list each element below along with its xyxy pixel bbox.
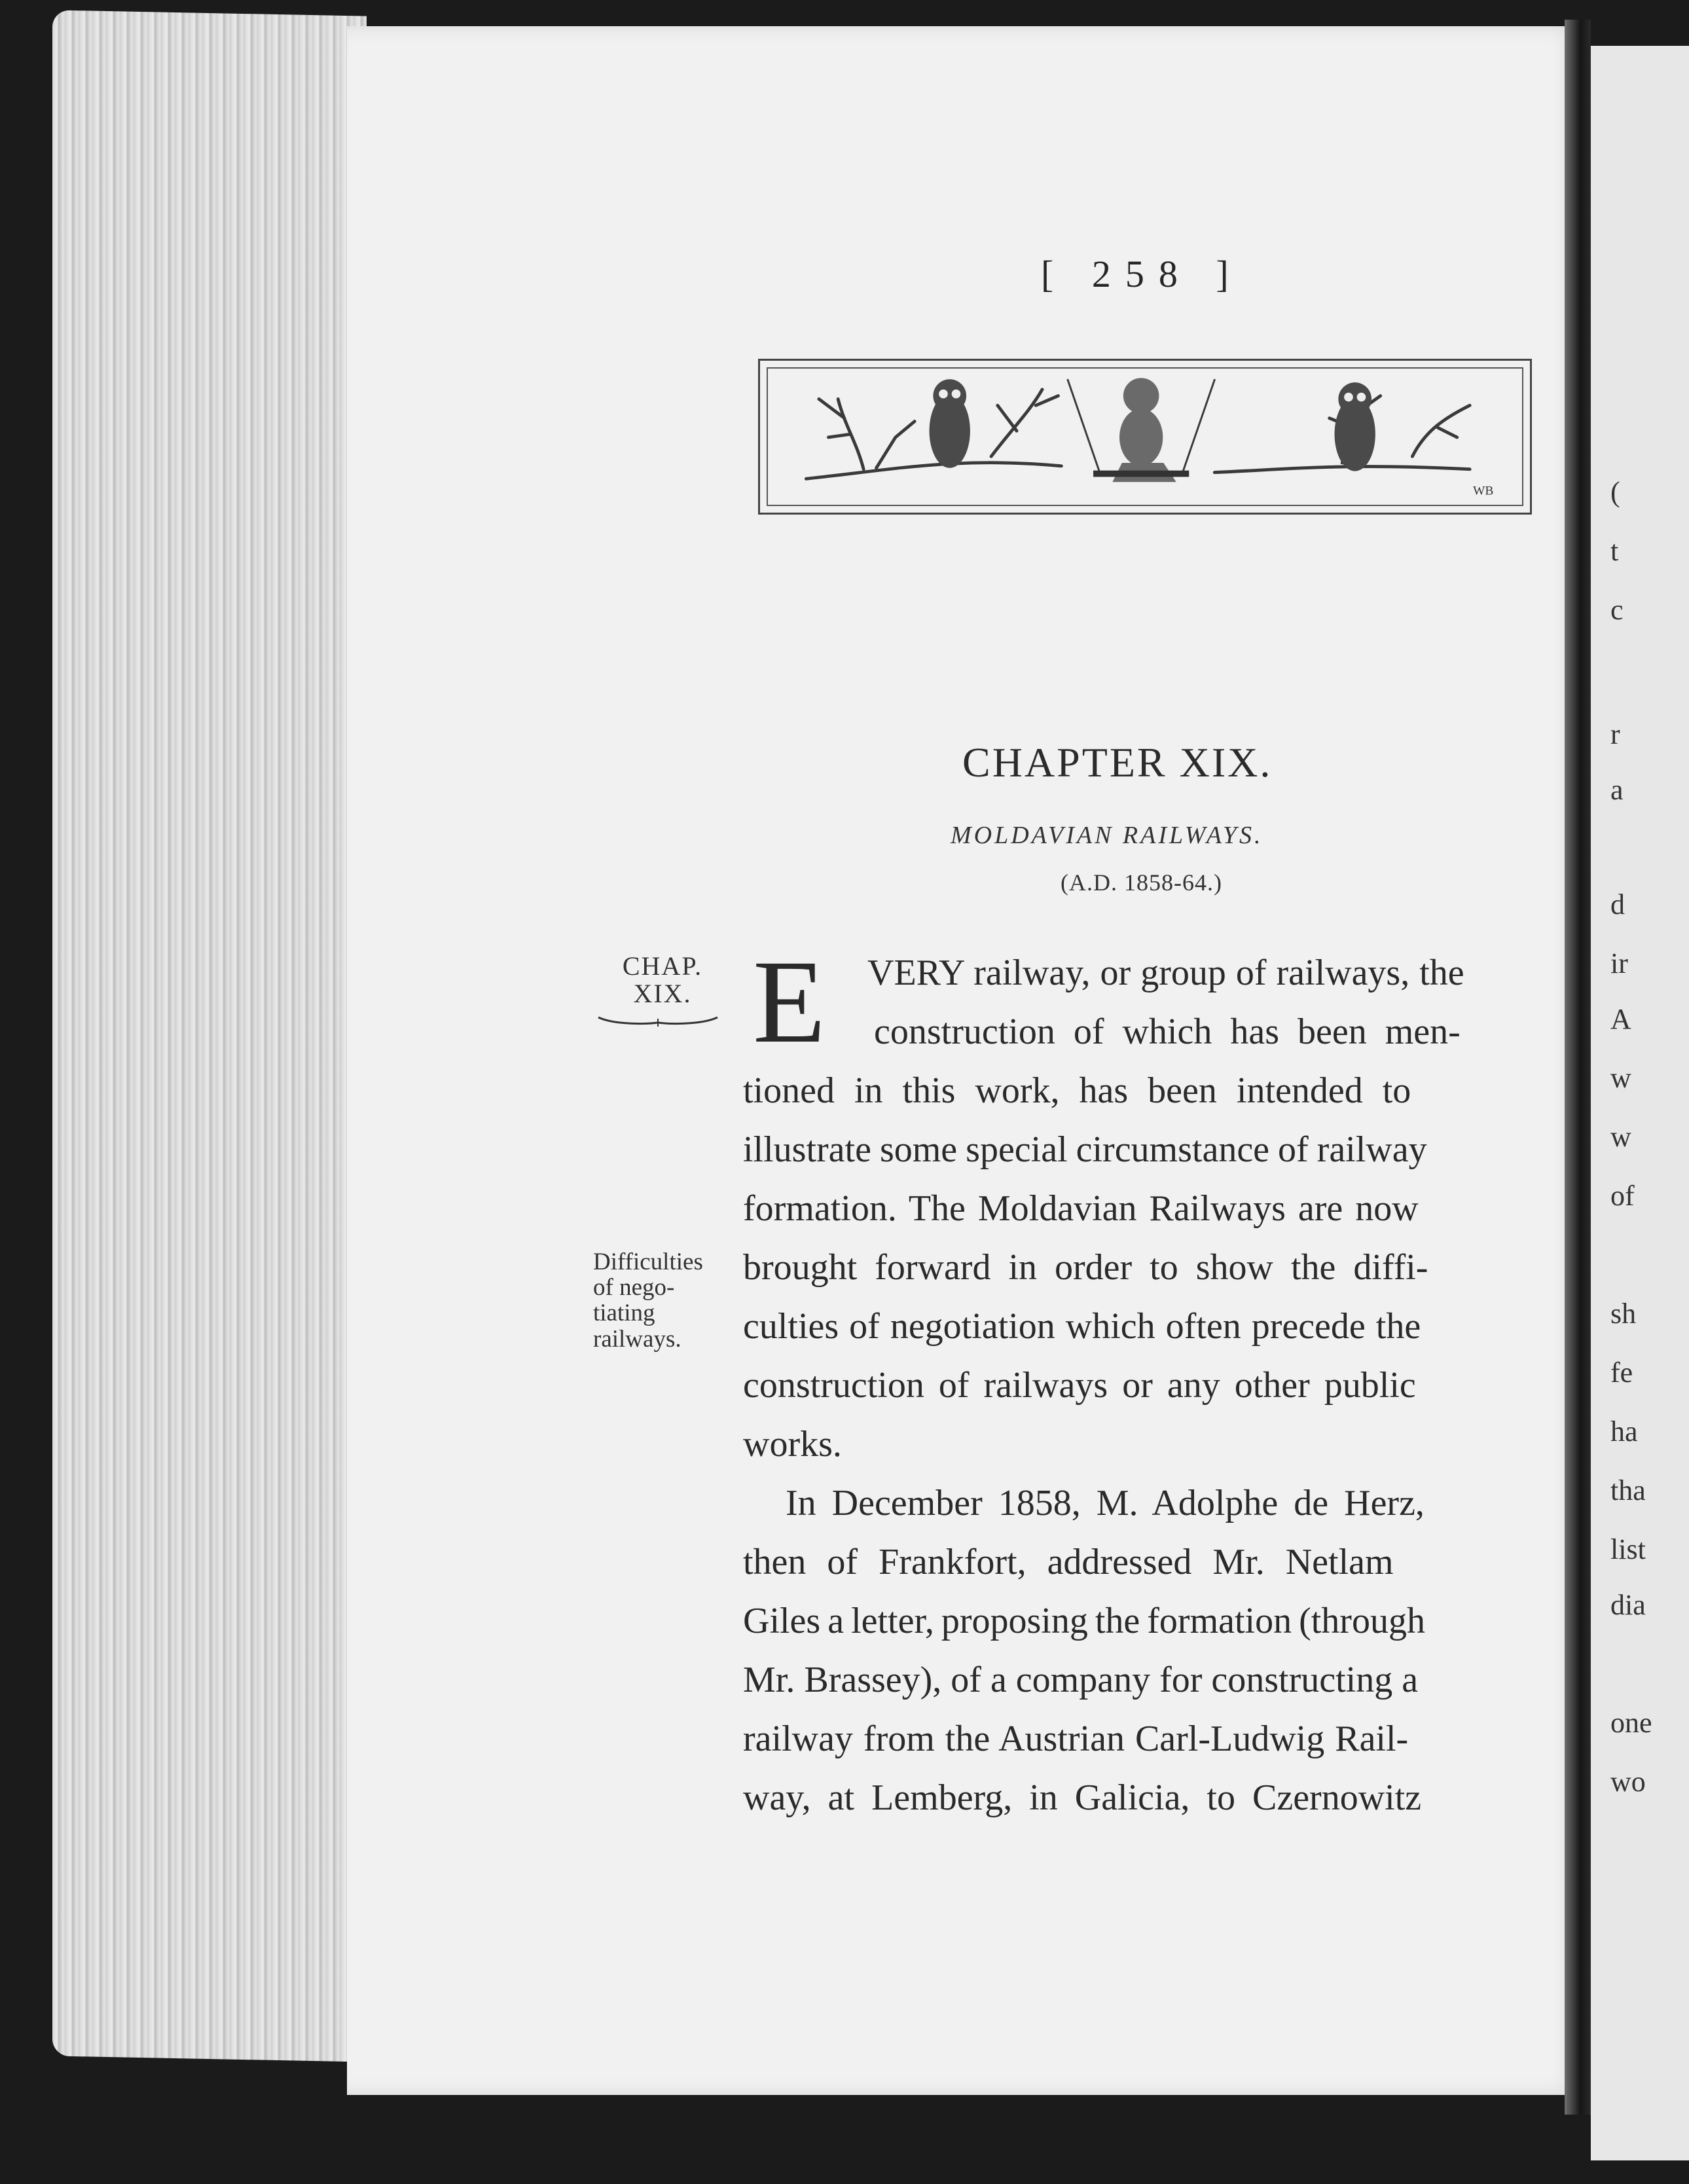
facing-fragment: r bbox=[1610, 718, 1620, 750]
left-branch bbox=[806, 463, 1061, 479]
headpiece-illustration bbox=[760, 361, 1530, 513]
margin-rule-ornament bbox=[596, 1013, 720, 1029]
body-line: culties of negotiation which often precede the bbox=[743, 1306, 1421, 1347]
body-line: Mr. Brassey), of a company for constructing a bbox=[743, 1660, 1419, 1700]
body-line: works. bbox=[743, 1424, 842, 1465]
margin-chap-line: XIX. bbox=[633, 979, 692, 1009]
margin-chap-line: CHAP. bbox=[622, 951, 703, 981]
body-line: In December 1858, M. Adolphe de Herz, bbox=[786, 1483, 1425, 1523]
decorative-headpiece bbox=[758, 359, 1532, 515]
body-line: way, at Lemberg, in Galicia, to Czernowitz bbox=[743, 1777, 1422, 1818]
facing-fragment: ir bbox=[1610, 947, 1628, 979]
cherub-figure bbox=[1093, 378, 1189, 482]
right-branch bbox=[1214, 467, 1470, 473]
page-number-header: [ 258 ] bbox=[1041, 253, 1243, 295]
chapter-subtitle: MOLDAVIAN RAILWAYS. bbox=[951, 822, 1263, 849]
margin-note bbox=[593, 1249, 703, 1352]
right-owl bbox=[1335, 382, 1375, 471]
chapter-dates: (A.D. 1858-64.) bbox=[1061, 869, 1222, 896]
margin-note-line: railways. bbox=[593, 1325, 681, 1353]
facing-fragment: fe bbox=[1610, 1356, 1633, 1389]
body-line: brought forward in order to show the diffi- bbox=[743, 1247, 1428, 1288]
facing-fragment: A bbox=[1610, 1003, 1631, 1035]
book-gutter bbox=[1565, 20, 1591, 2115]
margin-note-line: tiating bbox=[593, 1300, 655, 1327]
left-owl bbox=[930, 379, 970, 467]
facing-fragment: one bbox=[1610, 1707, 1652, 1739]
body-line: Giles a letter, proposing the formation (through bbox=[743, 1601, 1425, 1641]
body-line: tioned in this work, has been intended to bbox=[743, 1070, 1411, 1111]
facing-fragment: w bbox=[1610, 1062, 1631, 1094]
facing-fragment: w bbox=[1610, 1121, 1631, 1153]
facing-fragment: d bbox=[1610, 888, 1625, 920]
body-line: formation. The Moldavian Railways are now bbox=[743, 1188, 1419, 1229]
body-line: then of Frankfort, addressed Mr. Netlam bbox=[743, 1542, 1394, 1582]
margin-note-line: Difficulties bbox=[593, 1248, 703, 1275]
facing-fragment: t bbox=[1610, 535, 1619, 567]
body-line: construction of railways or any other public bbox=[743, 1365, 1416, 1406]
facing-fragment: ha bbox=[1610, 1415, 1638, 1447]
headpiece-monogram: WB bbox=[1473, 484, 1494, 498]
facing-fragment: ( bbox=[1610, 476, 1620, 508]
facing-fragment: list bbox=[1610, 1533, 1646, 1565]
body-line: construction of which has been men- bbox=[874, 1011, 1461, 1052]
chapter-title: CHAPTER XIX. bbox=[962, 739, 1273, 786]
margin-note-line: of nego- bbox=[593, 1274, 675, 1301]
facing-fragment: sh bbox=[1610, 1298, 1637, 1330]
stacked-page-edges bbox=[52, 10, 367, 2062]
body-line: railway from the Austrian Carl-Ludwig Rail- bbox=[743, 1719, 1409, 1759]
body-line: VERY railway, or group of railways, the bbox=[867, 953, 1464, 993]
margin-chapter-label bbox=[610, 953, 715, 1008]
facing-fragment: c bbox=[1610, 594, 1624, 626]
facing-fragment: a bbox=[1610, 774, 1624, 806]
facing-fragment: of bbox=[1610, 1180, 1635, 1212]
facing-fragment: dia bbox=[1610, 1589, 1646, 1621]
body-line: illustrate some special circumstance of railway bbox=[743, 1129, 1427, 1170]
facing-fragment: wo bbox=[1610, 1766, 1646, 1798]
drop-cap: E bbox=[753, 936, 826, 1068]
facing-fragment: tha bbox=[1610, 1474, 1646, 1506]
facing-page bbox=[1591, 46, 1689, 2160]
